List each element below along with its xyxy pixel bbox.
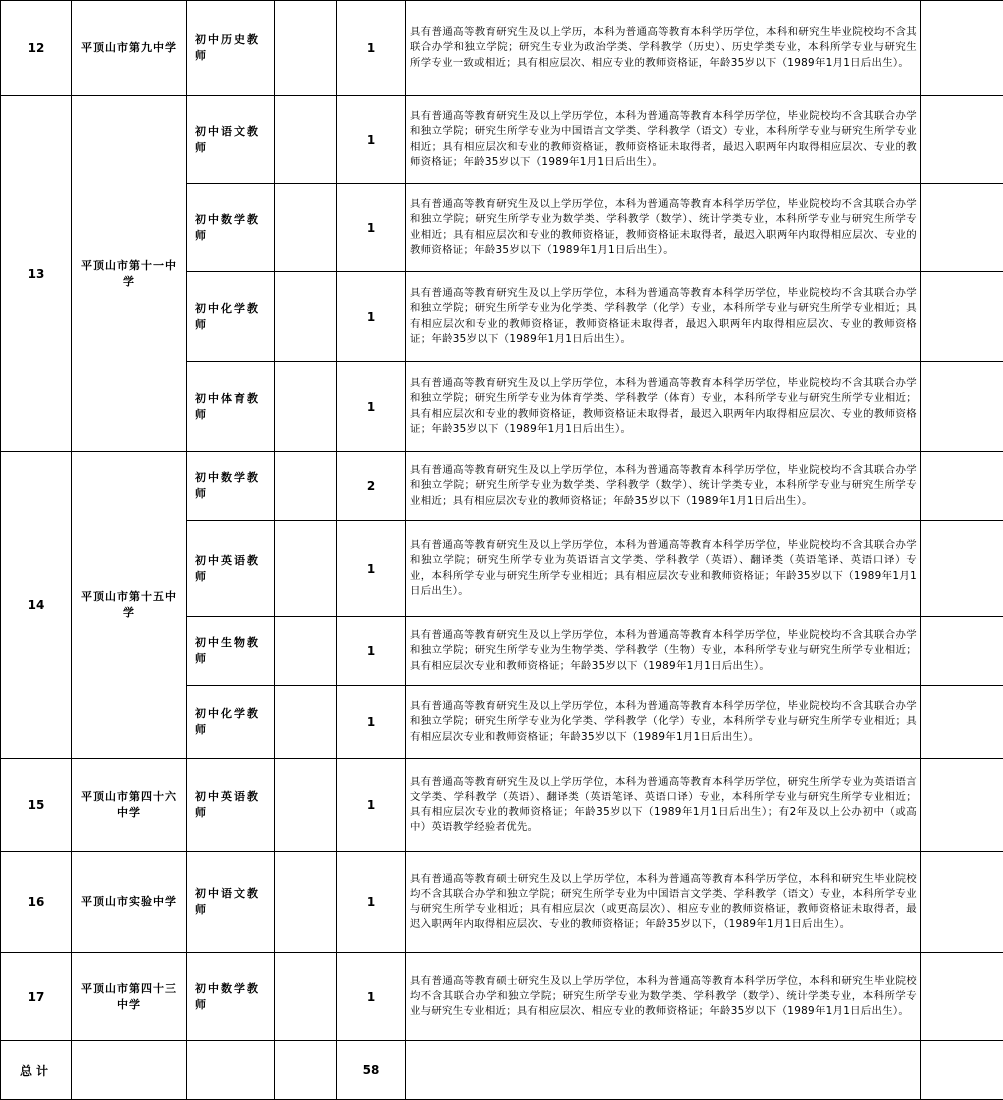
post-count: 1 xyxy=(337,362,406,452)
post-count: 1 xyxy=(337,521,406,617)
empty-cell xyxy=(275,1,337,96)
requirements: 具有普通高等教育研究生及以上学历学位，本科为普通高等教育本科学历学位，毕业院校均不含其联合办学和独立学院；研究生所学专业为生物学类、学科教学（生物）专业，本科所学专业与研究生所学专业相近；具有相应层次专业和教师资格证；年龄35岁以下（1989年1月1日后出生）。 xyxy=(406,617,921,686)
remarks-cell xyxy=(921,362,1003,452)
requirements: 具有普通高等教育研究生及以上学历学位，本科为普通高等教育本科学历学位，毕业院校均不含其联合办学和独立学院；研究生所学专业为化学类、学科教学（化学）专业，本科所学专业与研究生所学专业相近；具有相应层次专业和教师资格证；年龄35岁以下（1989年1月1日后出生）。 xyxy=(406,686,921,759)
post-title-text: 初中数学教师 xyxy=(195,212,266,244)
post-count: 1 xyxy=(337,1,406,96)
school-name: 平顶山市第九中学 xyxy=(72,1,187,96)
remarks-cell xyxy=(921,953,1003,1041)
post-title-text: 初中化学教师 xyxy=(195,706,266,738)
post-title-text: 初中语文教师 xyxy=(195,886,266,918)
post-title-text: 初中历史教师 xyxy=(195,32,266,64)
post-title xyxy=(187,452,275,521)
remarks-cell xyxy=(921,686,1003,759)
row-number: 13 xyxy=(1,96,72,452)
table-row xyxy=(1,1,1003,96)
requirements: 具有普通高等教育硕士研究生及以上学历学位，本科为普通高等教育本科学历学位，本科和研究生毕业院校均不含其联合办学和独立学院；研究生所学专业为中国语言文学类、学科教学（语文）专业，本科所学专业与研究生所学专业相近；具有相应层次（或更高层次）、相应专业的教师资格证，教师资格证未取得者，最迟入职两年内取得相应层次、专业的教师资格证；年龄35岁以下，（1989年1月1日后出生）。 xyxy=(406,852,921,953)
school-name: 平顶山市第四十三中学 xyxy=(72,953,187,1041)
post-title-text: 初中英语教师 xyxy=(195,789,266,821)
empty-cell xyxy=(275,521,337,617)
post-title-text: 初中语文教师 xyxy=(195,124,266,156)
post-count: 1 xyxy=(337,686,406,759)
empty-cell xyxy=(275,272,337,362)
empty-cell xyxy=(275,362,337,452)
table-body xyxy=(1,1,1003,1100)
empty-cell xyxy=(406,1041,921,1100)
post-title-text: 初中数学教师 xyxy=(195,470,266,502)
post-title-text: 初中生物教师 xyxy=(195,635,266,667)
row-number: 14 xyxy=(1,452,72,759)
row-number: 12 xyxy=(1,1,72,96)
remarks-cell xyxy=(921,272,1003,362)
empty-cell xyxy=(275,953,337,1041)
remarks-cell xyxy=(921,96,1003,184)
post-title-text: 初中数学教师 xyxy=(195,981,266,1013)
remarks-cell xyxy=(921,1041,1003,1100)
post-count: 1 xyxy=(337,184,406,272)
post-count: 1 xyxy=(337,852,406,953)
remarks-cell xyxy=(921,184,1003,272)
remarks-cell xyxy=(921,1,1003,96)
empty-cell xyxy=(72,1041,187,1100)
total-row xyxy=(1,1041,1003,1100)
empty-cell xyxy=(275,759,337,852)
post-title xyxy=(187,272,275,362)
requirements: 具有普通高等教育研究生及以上学历学位，本科为普通高等教育本科学历学位，毕业院校均不含其联合办学和独立学院；研究生所学专业为数学类、学科教学（数学）、统计学类专业，本科所学专业与研究生所学专业相近；具有相应层次专业的教师资格证；年龄35岁以下（1989年1月1日后出生）。 xyxy=(406,452,921,521)
school-name: 平顶山市第四十六中学 xyxy=(72,759,187,852)
remarks-cell xyxy=(921,521,1003,617)
post-title-text: 初中化学教师 xyxy=(195,301,266,333)
remarks-cell xyxy=(921,852,1003,953)
requirements: 具有普通高等教育研究生及以上学历学位，本科为普通高等教育本科学历学位，毕业院校均不含其联合办学和独立学院；研究生所学专业为体育学类、学科教学（体育）专业，本科所学专业与研究生所学专业相近；具有相应层次和专业的教师资格证，教师资格证未取得者，最迟入职两年内取得相应层次、专业的教师资格证；年龄35岁以下（1989年1月1日后出生）。 xyxy=(406,362,921,452)
remarks-cell xyxy=(921,617,1003,686)
row-number: 16 xyxy=(1,852,72,953)
requirements: 具有普通高等教育研究生及以上学历学位，本科为普通高等教育本科学历学位，毕业院校均不含其联合办学和独立学院；研究生所学专业为数学类、学科教学（数学）、统计学类专业，本科所学专业与研究生所学专业相近；具有相应层次和专业的教师资格证，教师资格证未取得者，最迟入职两年内取得相应层次、专业的教师资格证；年龄35岁以下（1989年1月1日后出生）。 xyxy=(406,184,921,272)
table-row xyxy=(1,953,1003,1041)
post-count: 1 xyxy=(337,617,406,686)
requirements: 具有普通高等教育研究生及以上学历学位，本科为普通高等教育本科学历学位，毕业院校均不含其联合办学和独立学院；研究生所学专业为中国语言文学类、学科教学（语文）专业，本科所学专业与研究生所学专业相近；具有相应层次和专业的教师资格证，教师资格证未取得者，最迟入职两年内取得相应层次、专业的教师资格证；年龄35岁以下（1989年1月1日后出生）。 xyxy=(406,96,921,184)
empty-cell xyxy=(187,1041,275,1100)
table-row xyxy=(1,452,1003,521)
post-title xyxy=(187,184,275,272)
table-row xyxy=(1,852,1003,953)
post-title-text: 初中体育教师 xyxy=(195,391,266,423)
empty-cell xyxy=(275,852,337,953)
post-title xyxy=(187,362,275,452)
requirements: 具有普通高等教育研究生及以上学历，本科为普通高等教育本科学历学位，本科和研究生毕业院校均不含其联合办学和独立学院；研究生专业为政治学类、学科教学（历史）、历史学类专业，本科所学专业与研究生所学专业一致或相近；具有相应层次、相应专业的教师资格证，年龄35岁以下（1989年1月1日后出生）。 xyxy=(406,1,921,96)
post-title xyxy=(187,759,275,852)
post-count: 1 xyxy=(337,96,406,184)
school-name: 平顶山市实验中学 xyxy=(72,852,187,953)
empty-cell xyxy=(275,96,337,184)
row-number: 15 xyxy=(1,759,72,852)
total-label: 总计 xyxy=(1,1041,72,1100)
post-title xyxy=(187,852,275,953)
post-title xyxy=(187,617,275,686)
post-count: 1 xyxy=(337,272,406,362)
post-count: 2 xyxy=(337,452,406,521)
post-title xyxy=(187,686,275,759)
post-count: 1 xyxy=(337,953,406,1041)
remarks-cell xyxy=(921,452,1003,521)
post-title xyxy=(187,96,275,184)
requirements: 具有普通高等教育研究生及以上学历学位，本科为普通高等教育本科学历学位，毕业院校均不含其联合办学和独立学院；研究生所学专业为英语语言文学类、学科教学（英语）、翻译类（英语笔译、英语口译）专业，本科所学专业与研究生所学专业相近；具有相应层次专业和教师资格证；年龄35岁以下（1989年1月1日后出生）。 xyxy=(406,521,921,617)
requirements: 具有普通高等教育研究生及以上学历学位，本科为普通高等教育本科学历学位，毕业院校均不含其联合办学和独立学院；研究生所学专业为化学类、学科教学（化学）专业，本科所学专业与研究生所学专业相近；具有相应层次和专业的教师资格证，教师资格证未取得者，最迟入职两年内取得相应层次、专业的教师资格证；年龄35岁以下（1989年1月1日后出生）。 xyxy=(406,272,921,362)
post-title xyxy=(187,1,275,96)
empty-cell xyxy=(275,184,337,272)
row-number: 17 xyxy=(1,953,72,1041)
requirements: 具有普通高等教育研究生及以上学历学位，本科为普通高等教育本科学历学位，研究生所学专业为英语语言文学类、学科教学（英语）、翻译类（英语笔译、英语口译）专业，本科所学专业与研究生所学专业相近；具有相应层次专业的教师资格证；年龄35岁以下（1989年1月1日后出生）；有2年及以上公办初中（或高中）英语教学经验者优先。 xyxy=(406,759,921,852)
empty-cell xyxy=(275,617,337,686)
requirements: 具有普通高等教育硕士研究生及以上学历学位，本科为普通高等教育本科学历学位，本科和研究生毕业院校均不含其联合办学和独立学院；研究生所学专业为数学类、学科教学（数学）、统计学类专业，本科所学专业与研究生专业相近；具有相应层次、相应专业的教师资格证；年龄35岁以下（1989年1月1日后出生）。 xyxy=(406,953,921,1041)
total-count: 58 xyxy=(337,1041,406,1100)
school-name: 平顶山市第十五中学 xyxy=(72,452,187,759)
remarks-cell xyxy=(921,759,1003,852)
post-title xyxy=(187,521,275,617)
post-title-text: 初中英语教师 xyxy=(195,553,266,585)
post-count: 1 xyxy=(337,759,406,852)
table-row xyxy=(1,759,1003,852)
school-name: 平顶山市第十一中学 xyxy=(72,96,187,452)
empty-cell xyxy=(275,1041,337,1100)
empty-cell xyxy=(275,452,337,521)
table-row xyxy=(1,96,1003,184)
post-title xyxy=(187,953,275,1041)
empty-cell xyxy=(275,686,337,759)
